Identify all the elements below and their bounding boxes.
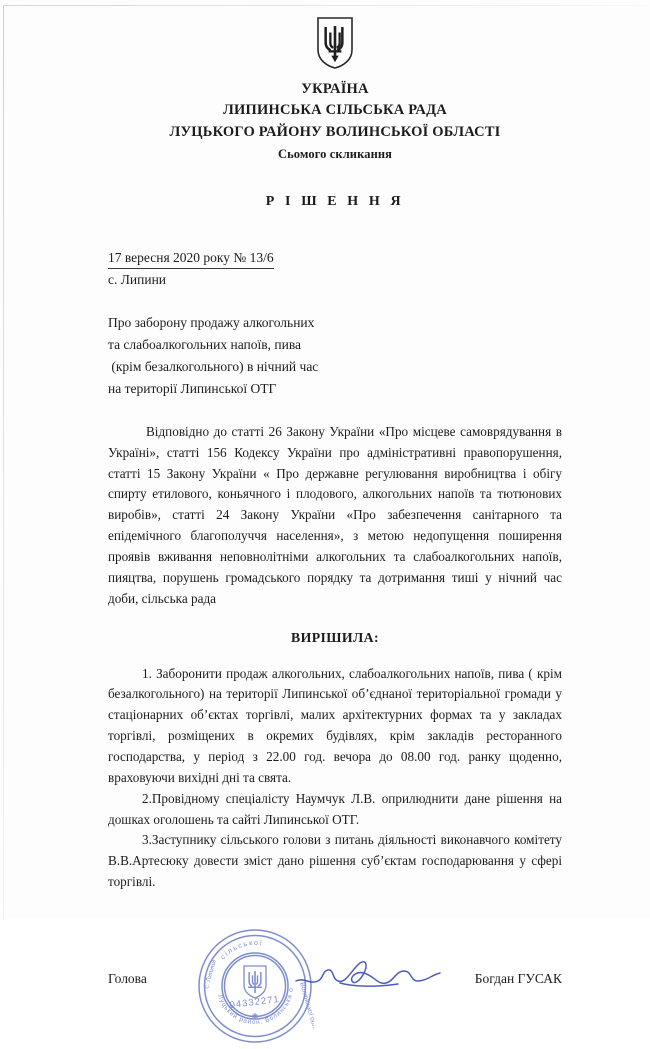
signatory-name: Богдан ГУСАК [474,971,562,987]
preamble-paragraph: Відповідно до статті 26 Закону України «Про місцеве самоврядування в Україні», статті 156 Кодексу України про адміністративні правопорушення, статті 15 Закону України « Про державне регулювання виробництва і обігу спирту етилового, коньячного і плодового, алкогольних напоїв та тютюнових виробів», статті 24 Закону України «Про забезпечення санітарного та епідемічного благополуччя населення», з метою недопущення поширення проявів вживання неповнолітніми алкогольних та слабоалкогольних напоїв, пияцтва, порушень громадського порядку та дотримання тиші у нічний час доби, сільська рада [108,423,562,606]
svg-text:✱: ✱ [251,1012,259,1022]
seal-code: 04332271 [229,994,281,1012]
svg-text:с. Липини: с. Липини [203,959,219,990]
date-line: 17 вересня 2020 року № 13/6 [108,248,274,269]
header-council: ЛИПИНСЬКА СІЛЬСЬКА РАДА [223,102,447,119]
subject-line: та слабоалкогольних напоїв, пива [108,337,302,353]
emblem-container [108,0,562,75]
resolution-item-1: 1. Заборонити продаж алкогольних, слабоалкогольних напоїв, пива ( крім безалкогольного) на території Липинської об’єднаної територіальної громади у стаціонарних об’єктах торгівлі, малих архітектурних формах та у закладах торгівлі, розміщених в окремих будівлях, крім закладів ресторанного господарства, у період з 22.00 год. вечора до 08.00 год. ранку щоденно, враховуючи вихідні дні та свята. [108,665,562,785]
header-country: УКРАЇНА [301,81,369,97]
subject-line: (крім безалкогольного) в нічний час [108,359,319,375]
resolution-item-3: 3.Заступнику сільського голови з питань діяльності виконавчого комітету В.В.Артесюку довести зміст дано рішення суб’єктам господарювання у сфері торгівлі. [108,832,562,890]
place-line: с. Липини [108,272,167,288]
subject-block [108,312,562,399]
subject-line: Про заборону продажу алкогольних [108,315,315,331]
ukraine-trident-coat-of-arms-icon [315,16,355,70]
svg-text:сільської: сільської [218,938,265,962]
handwritten-signature-icon [294,951,444,1005]
resolution-item-2: 2.Провідному спеціалісту Наумчук Л.В. оприлюднити дане рішення на дошках оголошень та сайті Липинської ОТГ. [108,790,562,827]
resolved-label: ВИРІШИЛА: [290,629,380,645]
header-region: ЛУЦЬКОГО РАЙОНУ ВОЛИНСЬКОЇ ОБЛАСТІ [169,123,501,140]
date-block [108,248,562,291]
svg-text:Волинської обл.: Волинської обл. [298,981,314,1031]
document-header [108,79,562,143]
signatory-role: Голова [108,971,147,987]
signature-block [108,938,562,1031]
document-title: Р І Ш Е Н Н Я [265,193,405,209]
svg-text:Луцький район, Волинська облас: Луцький район, Волинська о [216,987,296,1027]
subject-line: на території Липинської ОТГ [108,381,277,397]
header-convocation: Сьомого скликання [277,146,393,161]
